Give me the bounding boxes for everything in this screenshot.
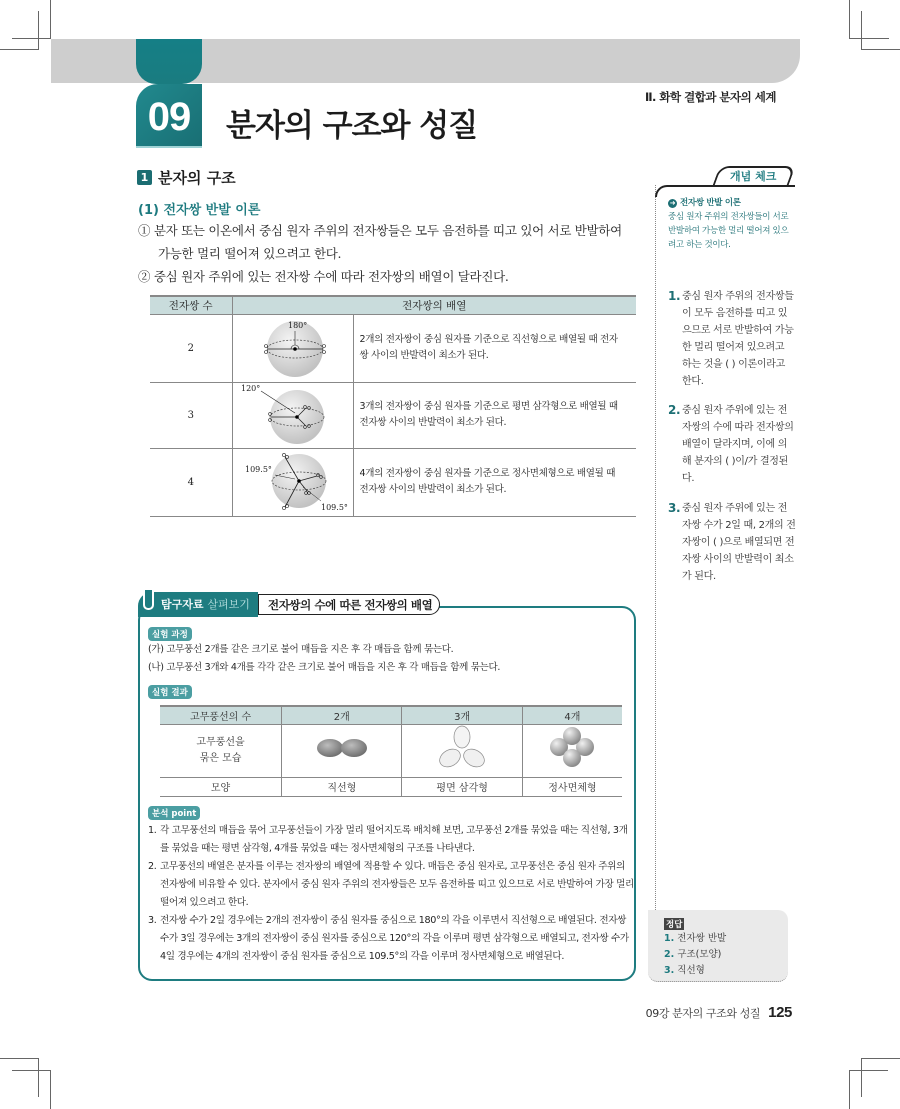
- procedure-step-a: (가) 고무풍선 2개를 같은 크기로 불어 매듭을 지은 후 각 매듭을 함께 묶는다.: [148, 644, 454, 655]
- chapter-number: 09: [136, 84, 202, 146]
- concept-note-text: 중심 원자 주위의 전자쌍들이 서로 반발하여 가능한 멀리 떨어져 있으려고 하는 것이다.: [668, 212, 789, 250]
- linear-sphere-diagram: [232, 314, 353, 382]
- svg-text:180°: 180°: [287, 320, 307, 330]
- answer-label: 정답: [666, 920, 683, 930]
- row-label: 모양: [160, 777, 282, 796]
- table-header: 고무풍선의 수: [160, 706, 282, 724]
- test-tube-icon: [143, 588, 154, 610]
- svg-text:109.5°: 109.5°: [320, 502, 348, 512]
- chapter-tab-ribbon: [136, 39, 202, 84]
- concept-check-label: 개념 체크: [730, 170, 777, 183]
- arrangement-description: 3개의 전자쌍이 중심 원자를 기준으로 평면 삼각형으로 배열될 때 전자쌍 사이의 반발력이 최소가 된다.: [353, 382, 636, 448]
- paragraph-text: 중심 원자 주위에 있는 전자쌍 수에 따라 전자쌍의 배열이 달라진다.: [153, 269, 509, 284]
- quiz-text: 중심 원자 주위에 있는 전자쌍의 수에 따라 전자쌍의 배열이 달라지며, 이에 의해 분자의 ( )이/가 결정된다.: [682, 405, 794, 484]
- table-row: [160, 724, 622, 777]
- table-row: [150, 382, 636, 448]
- table-header: 전자쌍 수: [150, 296, 232, 314]
- shape-cell: 직선형: [282, 777, 402, 796]
- page-number: 125: [768, 1004, 792, 1021]
- paragraph-text: 분자 또는 이온에서 중심 원자 주위의 전자쌍들은 모두 음전하를 띠고 있어 서로 반발하여: [153, 223, 622, 238]
- chapter-tab-underline: [136, 146, 202, 148]
- analysis-item: 3. 전자쌍 수가 2일 경우에는 2개의 전자쌍이 중심 원자를 중심으로 180°의 각을 이루면서 직선형으로 배열된다. 전자쌍 수가 3일 경우에는 3개의 전자쌍이 중심 원자를 중심으로 120°의 각을 이루며 평면 삼각형으로 배열되고, 전자쌍 수가 4일 경우에는 4개의 전자쌍이 중심 원자를 중심으로 109.5°의 각을 이루며 정사면체형으로 배열된다.: [148, 915, 629, 962]
- footer-chapter-label: 09강 분자의 구조와 성질: [645, 1007, 761, 1020]
- pair-count: 3: [150, 382, 232, 448]
- inquiry-label: 탐구자료 살펴보기: [161, 598, 250, 611]
- table-row: [150, 314, 636, 382]
- procedure-step-b: (나) 고무풍선 3개와 4개를 각각 같은 크기로 불어 매듭을 지은 후 각 매듭을 함께 묶는다.: [148, 662, 501, 673]
- table-header: 2개: [282, 706, 402, 724]
- answer-item: 2. 구조(모양): [664, 949, 722, 960]
- paragraph-marker: ①: [138, 223, 151, 238]
- answer-item: 1. 전자쌍 반발: [664, 933, 727, 944]
- balloon-table: [160, 705, 622, 797]
- four-balloons-image: [522, 724, 622, 777]
- table-header: 전자쌍의 배열: [232, 296, 636, 314]
- subsection-title: (1) 전자쌍 반발 이론: [138, 203, 261, 218]
- row-label: 고무풍선을 묶은 모습: [160, 724, 282, 777]
- electron-pair-table: [150, 295, 636, 517]
- analysis-list: [148, 822, 634, 966]
- unit-label: Ⅱ. 화학 결합과 분자의 세계: [644, 90, 776, 104]
- shape-cell: 정사면체형: [522, 777, 622, 796]
- paragraph-text-cont: 가능한 멀리 떨어져 있으려고 한다.: [158, 246, 342, 261]
- tetrahedral-sphere-diagram: [232, 448, 353, 516]
- analysis-item: 1. 각 고무풍선의 매듭을 묶어 고무풍선들이 가장 멀리 떨어지도록 배치해 보면, 고무풍선 2개를 묶었을 때는 직선형, 3개를 묶었을 때는 평면 삼각형, 4개를 묶었을 때는 정사면체형의 구조를 나타낸다.: [148, 825, 628, 854]
- section-title: [137, 167, 236, 188]
- concept-note: [668, 196, 792, 252]
- three-balloons-image: [402, 724, 522, 777]
- trigonal-planar-sphere-diagram: [232, 382, 353, 448]
- paragraph-1: [138, 219, 638, 265]
- procedure-label: 실험 과정: [148, 627, 192, 641]
- pair-count: 4: [150, 448, 232, 516]
- table-header: 4개: [522, 706, 622, 724]
- answer-list: [664, 931, 726, 979]
- pair-count: 2: [150, 314, 232, 382]
- page-title: 분자의 구조와 성질: [226, 108, 478, 144]
- arrangement-description: 4개의 전자쌍이 중심 원자를 기준으로 정사면체형으로 배열될 때 전자쌍 사이의 반발력이 최소가 된다.: [353, 448, 636, 516]
- quiz-number: 2.: [668, 403, 681, 417]
- quiz-number: 1.: [668, 289, 681, 303]
- result-label: 실험 결과: [148, 685, 192, 699]
- section-number-badge: 1: [137, 170, 152, 185]
- svg-text:120°: 120°: [240, 383, 260, 393]
- arrow-right-icon: ➜: [669, 198, 676, 207]
- quiz-item-2: [668, 402, 796, 487]
- paragraph-2: [138, 265, 638, 288]
- answer-item: 3. 직선형: [664, 965, 705, 976]
- quiz-item-1: [668, 288, 796, 390]
- table-header: 3개: [402, 706, 522, 724]
- concept-note-title: 전자쌍 반발 이론: [680, 198, 741, 208]
- analysis-item: 2. 고무풍선의 배열은 분자를 이루는 전자쌍의 배열에 적용할 수 있다. 매듭은 중심 원자로, 고무풍선은 중심 원자 주위의 전자쌍에 비유할 수 있다. 분자에서 중심 원자 주위의 전자쌍들은 모두 음전하를 띠고 있으므로 서로 반발하여 가장 멀리 떨어져 있으려고 한다.: [148, 861, 634, 908]
- paragraph-marker: ②: [138, 269, 151, 284]
- svg-text:109.5°: 109.5°: [244, 464, 272, 474]
- shape-cell: 평면 삼각형: [402, 777, 522, 796]
- analysis-label: 분석 point: [148, 806, 200, 820]
- inquiry-title: 전자쌍의 수에 따른 전자쌍의 배열: [268, 598, 433, 612]
- section-title-text: 분자의 구조: [158, 169, 236, 187]
- quiz-number: 3.: [668, 501, 681, 515]
- arrangement-description: 2개의 전자쌍이 중심 원자를 기준으로 직선형으로 배열될 때 전자쌍 사이의 반발력이 최소가 된다.: [353, 314, 636, 382]
- quiz-text: 중심 원자 주위의 전자쌍들이 모두 음전하를 띠고 있으므로 서로 반발하여 가능한 멀리 떨어져 있으려고 하는 것을 ( ) 이론이라고 한다.: [682, 291, 794, 387]
- quiz-item-3: [668, 500, 796, 585]
- quiz-text: 중심 원자 주위에 있는 전자쌍 수가 2일 때, 2개의 전자쌍이 ( )으로 배열되면 전자쌍 사이의 반발력이 최소가 된다.: [682, 503, 796, 582]
- two-balloons-image: [282, 724, 402, 777]
- table-row: [160, 777, 622, 796]
- table-row: [150, 448, 636, 516]
- page-footer: [646, 1004, 792, 1021]
